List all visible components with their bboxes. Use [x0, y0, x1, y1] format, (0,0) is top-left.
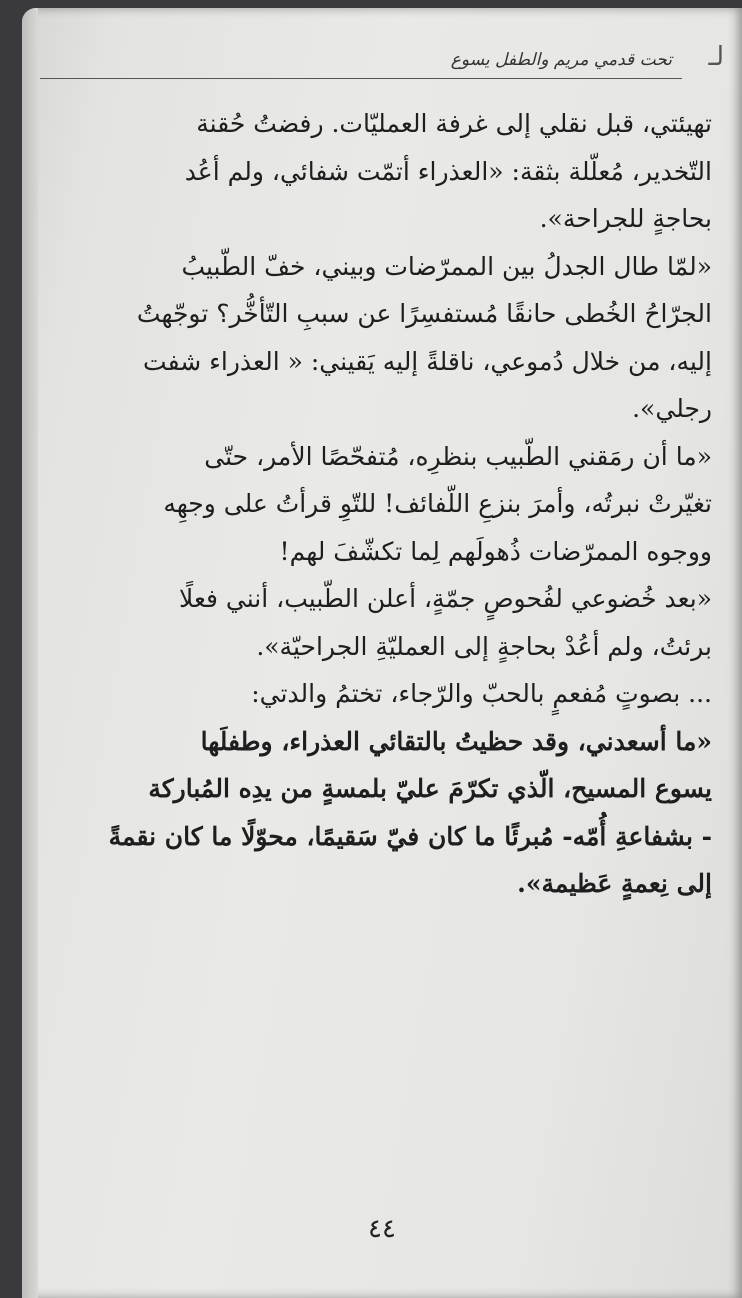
text-line: التّخدير، مُعلّلة بثقة: «العذراء أتمّت شفائي، ولم أعُد — [184, 156, 712, 186]
text-line: برئتُ، ولم أعُدْ بحاجةٍ إلى العمليّةِ الجراحيّة». — [256, 631, 712, 661]
text-line: ووجوه الممرّضات ذُهولَهم لِما تكشّفَ لهم! — [279, 536, 712, 566]
header-title: تحت قدمي مريم والطفل يسوع — [450, 50, 672, 70]
header-ornament: لـ — [708, 42, 724, 72]
page-edge — [22, 8, 38, 1298]
text-line: إلى نِعمةٍ عَظيمة». — [517, 869, 712, 898]
text-line: يسوع المسيح، الّذي تكرّمَ عليّ بلمسةٍ من يدِه المُباركة — [148, 774, 712, 803]
header-rule — [40, 78, 682, 79]
text-line: إليه، من خلال دُموعي، ناقلةً إليه يَقيني: « العذراء شفت — [143, 346, 712, 376]
text-line: بحاجةٍ للجراحة». — [539, 204, 712, 233]
text-line: «ما أسعدني، وقد حظيتُ بالتقائي العذراء، وطفلَها — [200, 726, 712, 756]
text-line: رجلي». — [632, 394, 712, 423]
book-page — [22, 8, 742, 1298]
body-text — [58, 100, 712, 908]
text-line: ... بصوتٍ مُفعمٍ بالحبّ والرّجاء، تختمُ والدتي: — [251, 679, 712, 708]
text-line: الجرّاحُ الخُطى حانقًا مُستفسِرًا عن سببِ التّأخُّر؟ توجّهتُ — [136, 299, 712, 328]
text-line: تغيّرتْ نبرتُه، وأمرَ بنزعِ اللّفائف! للتّوِ قرأتُ على وجهِه — [163, 489, 712, 518]
text-line: «لمّا طال الجدلُ بين الممرّضات وبيني، خفّ الطّبيبُ — [181, 251, 712, 281]
text-line: «بعد خُضوعي لفُحوصٍ جمّةٍ، أعلن الطّبيب، أنني فعلًا — [179, 584, 712, 613]
page-number: ٤٤ — [368, 1214, 396, 1244]
text-line: تهيئتي، قبل نقلي إلى غرفة العمليّات. رفضتُ حُقنة — [196, 109, 712, 138]
text-line: «ما أن رمَقني الطّبيب بنظرِه، مُتفحّصًا الأمر، حتّى — [204, 441, 712, 471]
text-line: - بشفاعةِ أُمّه- مُبرئًا ما كان فيّ سَقيمًا، محوّلًا ما كان نقمةً — [108, 821, 712, 851]
running-header — [22, 42, 742, 82]
